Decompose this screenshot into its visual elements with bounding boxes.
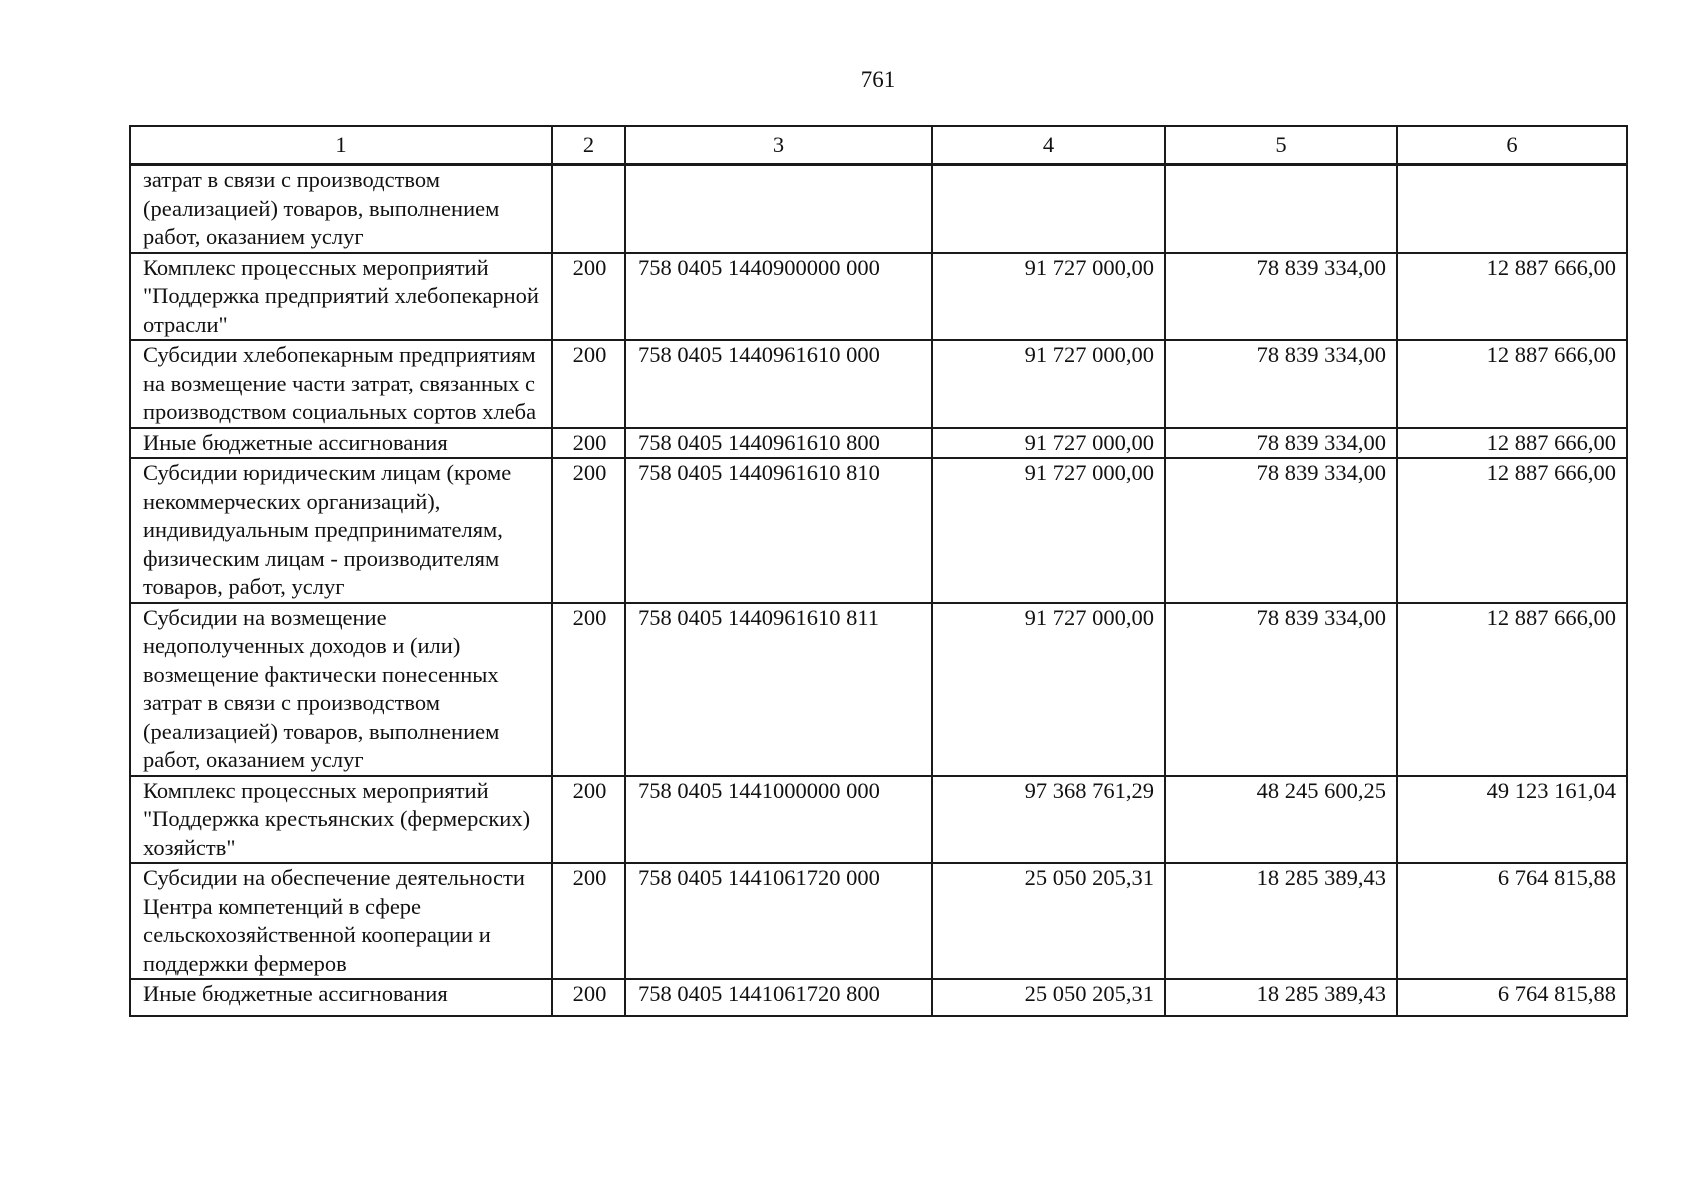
row-value-5: 78 839 334,00 <box>1165 253 1397 341</box>
row-code: 758 0405 1440961610 000 <box>625 340 932 428</box>
row-code <box>625 165 932 253</box>
row-code: 758 0405 1440961610 800 <box>625 428 932 459</box>
table-row <box>130 165 1627 253</box>
row-name: Комплекс процессных мероприятий "Поддержка крестьянских (фермерских) хозяйств" <box>130 776 552 864</box>
column-header-3: 3 <box>625 126 932 165</box>
column-header-6: 6 <box>1397 126 1627 165</box>
row-code: 758 0405 1440900000 000 <box>625 253 932 341</box>
row-code: 758 0405 1441061720 800 <box>625 979 932 1016</box>
row-value-6: 12 887 666,00 <box>1397 340 1627 428</box>
row-name: Иные бюджетные ассигнования <box>130 979 552 1016</box>
row-name: Субсидии на возмещение недополученных доходов и (или) возмещение фактически понесенных затрат в связи с производством (реализацией) товаров, выполнением работ, оказанием услуг <box>130 603 552 776</box>
row-value-4: 91 727 000,00 <box>932 458 1165 603</box>
row-code: 758 0405 1440961610 811 <box>625 603 932 776</box>
row-value-5: 18 285 389,43 <box>1165 979 1397 1016</box>
column-header-4: 4 <box>932 126 1165 165</box>
row-value-6: 49 123 161,04 <box>1397 776 1627 864</box>
row-value-5: 78 839 334,00 <box>1165 603 1397 776</box>
table-row <box>130 603 1627 776</box>
row-group: 200 <box>552 776 625 864</box>
table-row <box>130 253 1627 341</box>
row-group: 200 <box>552 428 625 459</box>
row-name: Субсидии хлебопекарным предприятиям на возмещение части затрат, связанных с производством социальных сортов хлеба <box>130 340 552 428</box>
row-group: 200 <box>552 253 625 341</box>
column-header-1: 1 <box>130 126 552 165</box>
row-value-5: 78 839 334,00 <box>1165 340 1397 428</box>
table-row <box>130 458 1627 603</box>
row-value-6 <box>1397 165 1627 253</box>
budget-table <box>129 125 1628 1017</box>
row-value-4: 91 727 000,00 <box>932 603 1165 776</box>
row-group: 200 <box>552 458 625 603</box>
row-value-4: 97 368 761,29 <box>932 776 1165 864</box>
row-value-4 <box>932 165 1165 253</box>
row-group: 200 <box>552 979 625 1016</box>
table-row <box>130 340 1627 428</box>
row-group: 200 <box>552 863 625 979</box>
column-header-2: 2 <box>552 126 625 165</box>
row-value-6: 12 887 666,00 <box>1397 253 1627 341</box>
row-value-4: 91 727 000,00 <box>932 340 1165 428</box>
row-group: 200 <box>552 340 625 428</box>
row-value-6: 6 764 815,88 <box>1397 979 1627 1016</box>
row-value-5: 48 245 600,25 <box>1165 776 1397 864</box>
table-row <box>130 428 1627 459</box>
row-value-4: 91 727 000,00 <box>932 253 1165 341</box>
column-header-5: 5 <box>1165 126 1397 165</box>
table-header <box>130 126 1627 165</box>
row-value-4: 25 050 205,31 <box>932 979 1165 1016</box>
row-code: 758 0405 1441000000 000 <box>625 776 932 864</box>
row-value-5: 78 839 334,00 <box>1165 458 1397 603</box>
row-group: 200 <box>552 603 625 776</box>
table-row <box>130 776 1627 864</box>
row-name: Субсидии на обеспечение деятельности Центра компетенций в сфере сельскохозяйственной кооперации и поддержки фермеров <box>130 863 552 979</box>
row-code: 758 0405 1440961610 810 <box>625 458 932 603</box>
row-value-4: 25 050 205,31 <box>932 863 1165 979</box>
table-body <box>130 165 1627 1016</box>
row-value-6: 12 887 666,00 <box>1397 603 1627 776</box>
row-name: Субсидии юридическим лицам (кроме некоммерческих организаций), индивидуальным предпринимателям, физическим лицам - производителям товаров, работ, услуг <box>130 458 552 603</box>
row-name: Комплекс процессных мероприятий "Поддержка предприятий хлебопекарной отрасли" <box>130 253 552 341</box>
row-name: затрат в связи с производством (реализацией) товаров, выполнением работ, оказанием услуг <box>130 165 552 253</box>
header-row <box>130 126 1627 165</box>
table-row <box>130 863 1627 979</box>
page-number: 761 <box>860 67 896 92</box>
row-group <box>552 165 625 253</box>
row-value-5 <box>1165 165 1397 253</box>
row-value-5: 18 285 389,43 <box>1165 863 1397 979</box>
row-value-6: 12 887 666,00 <box>1397 458 1627 603</box>
row-value-5: 78 839 334,00 <box>1165 428 1397 459</box>
row-name: Иные бюджетные ассигнования <box>130 428 552 459</box>
row-value-4: 91 727 000,00 <box>932 428 1165 459</box>
row-value-6: 12 887 666,00 <box>1397 428 1627 459</box>
row-code: 758 0405 1441061720 000 <box>625 863 932 979</box>
table-row <box>130 979 1627 1016</box>
row-value-6: 6 764 815,88 <box>1397 863 1627 979</box>
